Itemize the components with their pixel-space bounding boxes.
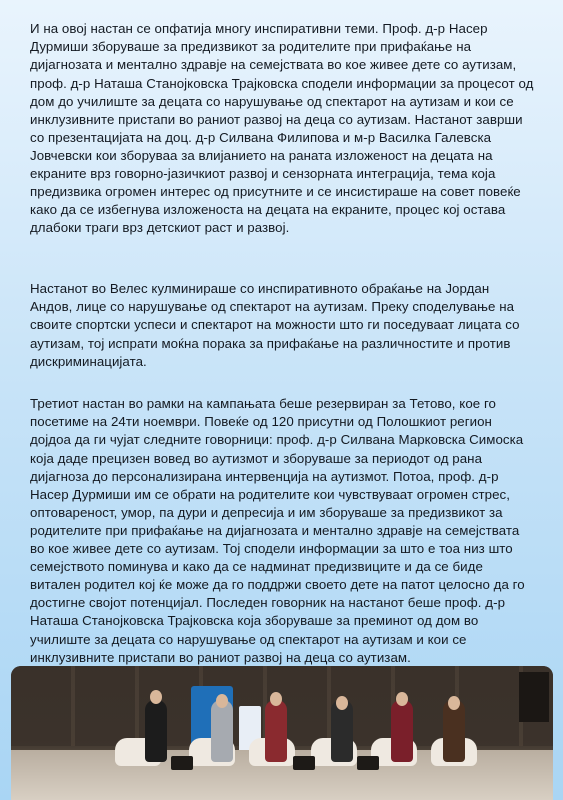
photo-speaker [391, 700, 413, 762]
photo-side-table [293, 756, 315, 770]
photo-side-table [357, 756, 379, 770]
photo-speaker [145, 700, 167, 762]
photo-speaker-head [216, 694, 228, 708]
article-paragraph-2: Настанот во Велес кулминираше со инспиративното обраќање на Јордан Андов, лице со нарушување од спектарот на аутизам. Преку споделување на своите спортски успеси и спектарот на можности што ги поседуваат лицата со аутизам, тој испрати моќна порака за прифаќање на различностите и против дискриминацијата. [30, 281, 520, 369]
photo-speaker-head [448, 696, 460, 710]
photo-speaker-head [396, 692, 408, 706]
photo-speaker [265, 700, 287, 762]
photo-speaker-head [336, 696, 348, 710]
photo-screen [519, 672, 549, 722]
article-paragraph-1: И на овој настан се опфатија многу инспиративни теми. Проф. д-р Насер Дурмиши зборуваше за предизвикот за родителите при прифаќање на дијагнозата и ментално здравје на семејствата во кое живее дете со аутизам, проф. д-р Наташа Станојковска Трајковска сподели информации за процесот од дом до училиште за децата со нарушување од спектарот на аутизам и кои се инклузивните пристапи во раниот развој на деца со аутизам. Настанот заврши со презентацијата на доц. д-р Силвана Филипова и м-р Василка Галевска Јовчевски кои зборуваа за влијанието на раната изложеност на децата на екраните врз говорно-јазичкиот развој и сензорната интеграција, тема која предизвика огромен интерес од присутните и се инсистираше на совет повеќе како да се избегнува изложеноста на децата на екраните, процес кој остава длабоки траги врз детскиот раст и развој. [30, 21, 534, 236]
photo-speaker-head [270, 692, 282, 706]
article-paragraph-3: Третиот настан во рамки на кампањата беше резервиран за Тетово, кое го посетиме на 24ти ноември. Повеќе од 120 присутни од Полошкиот регион дојдоа да ги чујат следните говорници: проф. д-р Силвана Марковска Симоска која даде прецизен вовед во аутизмот и зборуваше за периодот од рана дијагноза до персонализирана интервенција на аутизмот. Потоа, проф. д-р Насер Дурмиши им се обрати на родителите кои чувствуваат огромен стрес, оптовареност, умор, па дури и депресија и им зборуваше за предизвикот за родителите при прифаќање на дијагнозата и ментално здравје на семејствата во кое живее дете со аутизам. Тој сподели информации за што е тоа низ што семејството поминува и како да се надминат предизвиците и да се биде витален родител кој ќе може да го поддржи своето дете на патот целосно да го достигне својот потенцијал. Последен говорник на настанот беше проф. д-р Наташа Станојковска Трајковска која зборуваше за преминот од дом во училиште за децата со нарушување од спектарот на аутизам и кои се инклузивните пристапи во раниот развој на деца со аутизам. [30, 396, 525, 665]
photo-speaker-head [150, 690, 162, 704]
event-panel-photo [11, 666, 553, 800]
photo-side-table [171, 756, 193, 770]
photo-speaker [211, 700, 233, 762]
